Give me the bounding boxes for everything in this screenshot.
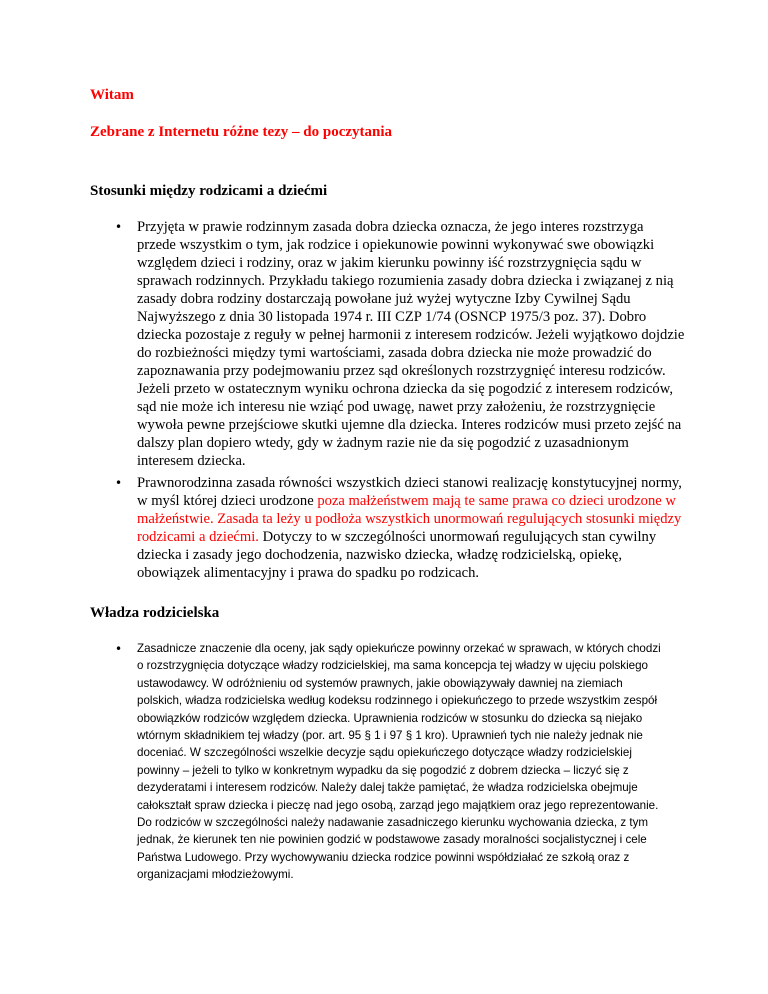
bullet-icon: • (115, 220, 123, 234)
greeting-title: Witam (90, 87, 134, 103)
paragraph-equality (137, 474, 685, 582)
list-item-equality (115, 474, 685, 582)
section-heading-parents-children: Stosunki między rodzicami a dziećmi (90, 183, 328, 199)
paragraph-equality-highlight: poza małżeństwem mają te same prawa co dzieci urodzone w małżeństwie. Zasada ta leży u podłoża wszystkich unormowań regulujących stosunki między rodzicami a dziećmi. (137, 493, 682, 545)
paragraph-parental-authority: Zasadnicze znaczenie dla oceny, jak sądy opiekuńcze powinny orzekać w sprawach, w których chodzi o rozstrzygnięcia dotyczące władzy rodzicielskiej, ma sama koncepcja tej władzy w ujęciu polskiego ustawodawcy. W odróżnieniu od systemów prawnych, jakie obowiązywały dawniej na ziemiach polskich, władza rodzicielska według kodeksu rodzinnego i opiekuńczego to przede wszystkim zespół obowiązków rodziców względem dziecka. Uprawnienia rodziców w stosunku do dziecka są niejako wtórnym składnikiem tej władzy (por. art. 95 § 1 i 97 § 1 kro). Uprawnień tych nie należy jednak nie doceniać. W szczególności wszelkie decyzje sądu opiekuńczego dotyczące władzy rodzicielskiej powinny – jeżeli to tylko w konkretnym wypadku da się pogodzić z dobrem dziecka – liczyć się z dezyderatami i interesem rodziców. Należy dalej także pamiętać, że władza rodzicielska obejmuje całokształt spraw dziecka i pieczę nad jego osobą, zarząd jego majątkiem oraz jego reprezentowanie. Do rodziców w szczególności należy nadawanie zasadniczego kierunku wychowania dziecka, z tym jednak, że kierunek ten nie powinien godzić w podstawowe zasady moralności socjalistycznej i cele Państwa Ludowego. Przy wychowywaniu dziecka rodzice powinni współdziałać ze szkołą oraz z organizacjami młodzieżowymi. (137, 642, 661, 882)
section-heading-parental-authority: Władza rodzicielska (90, 605, 220, 621)
list-item-parental-authority (115, 640, 685, 884)
bullet-icon: • (115, 476, 123, 490)
paragraph-equality-start: Prawnorodzinna zasada równości wszystkich dzieci stanowi realizację konstytucyjnej normy, w myśl której dzieci urodzone (137, 475, 682, 509)
list-item-child-welfare (115, 218, 685, 470)
bullet-icon: • (115, 642, 123, 656)
paragraph-equality-end: Dotyczy to w szczególności unormowań regulujących stan cywilny dziecka i zasady jego dochodzenia, nazwisko dziecka, władzę rodzicielską, opiekę, obowiązek alimentacyjny i prawa do spadku po rodzicach. (137, 529, 657, 581)
document-subtitle: Zebrane z Internetu różne tezy – do poczytania (90, 124, 393, 140)
paragraph-child-welfare: Przyjęta w prawie rodzinnym zasada dobra dziecka oznacza, że jego interes rozstrzyga przede wszystkim o tym, jak rodzice i opiekunowie powinni wykonywać swe obowiązki względem dzieci i rodziny, oraz w jakim kierunku powinny iść rozstrzygnięcia sądu w sprawach rodzinnych. Przykładu takiego rozumienia zasady dobra dziecka i związanej z nią zasady dobra rodziny dostarczają powołane już wyżej wytyczne Izby Cywilnej Sądu Najwyższego z dnia 30 listopada 1974 r. III CZP 1/74 (OSNCP 1975/3 poz. 37). Dobro dziecka pozostaje z reguły w pełnej harmonii z interesem rodziców. Jeżeli wyjątkowo dojdzie do rozbieżności między tymi wartościami, zasada dobra dziecka nie może prowadzić do zapoznawania przy podejmowaniu przez sąd określonych rozstrzygnięć interesu rodziców. Jeżeli przeto w ostatecznym wyniku ochrona dziecka da się pogodzić z interesem rodziców, sąd nie może ich interesu nie wziąć pod uwagę, nawet przy założeniu, że rozstrzygnięcie wywoła pewne przejściowe skutki ujemne dla dziecka. Interes rodziców musi przeto zejść na dalszy plan dopiero wtedy, gdy w żadnym razie nie da się pogodzić z uzasadnionym interesem dziecka. (137, 219, 685, 469)
